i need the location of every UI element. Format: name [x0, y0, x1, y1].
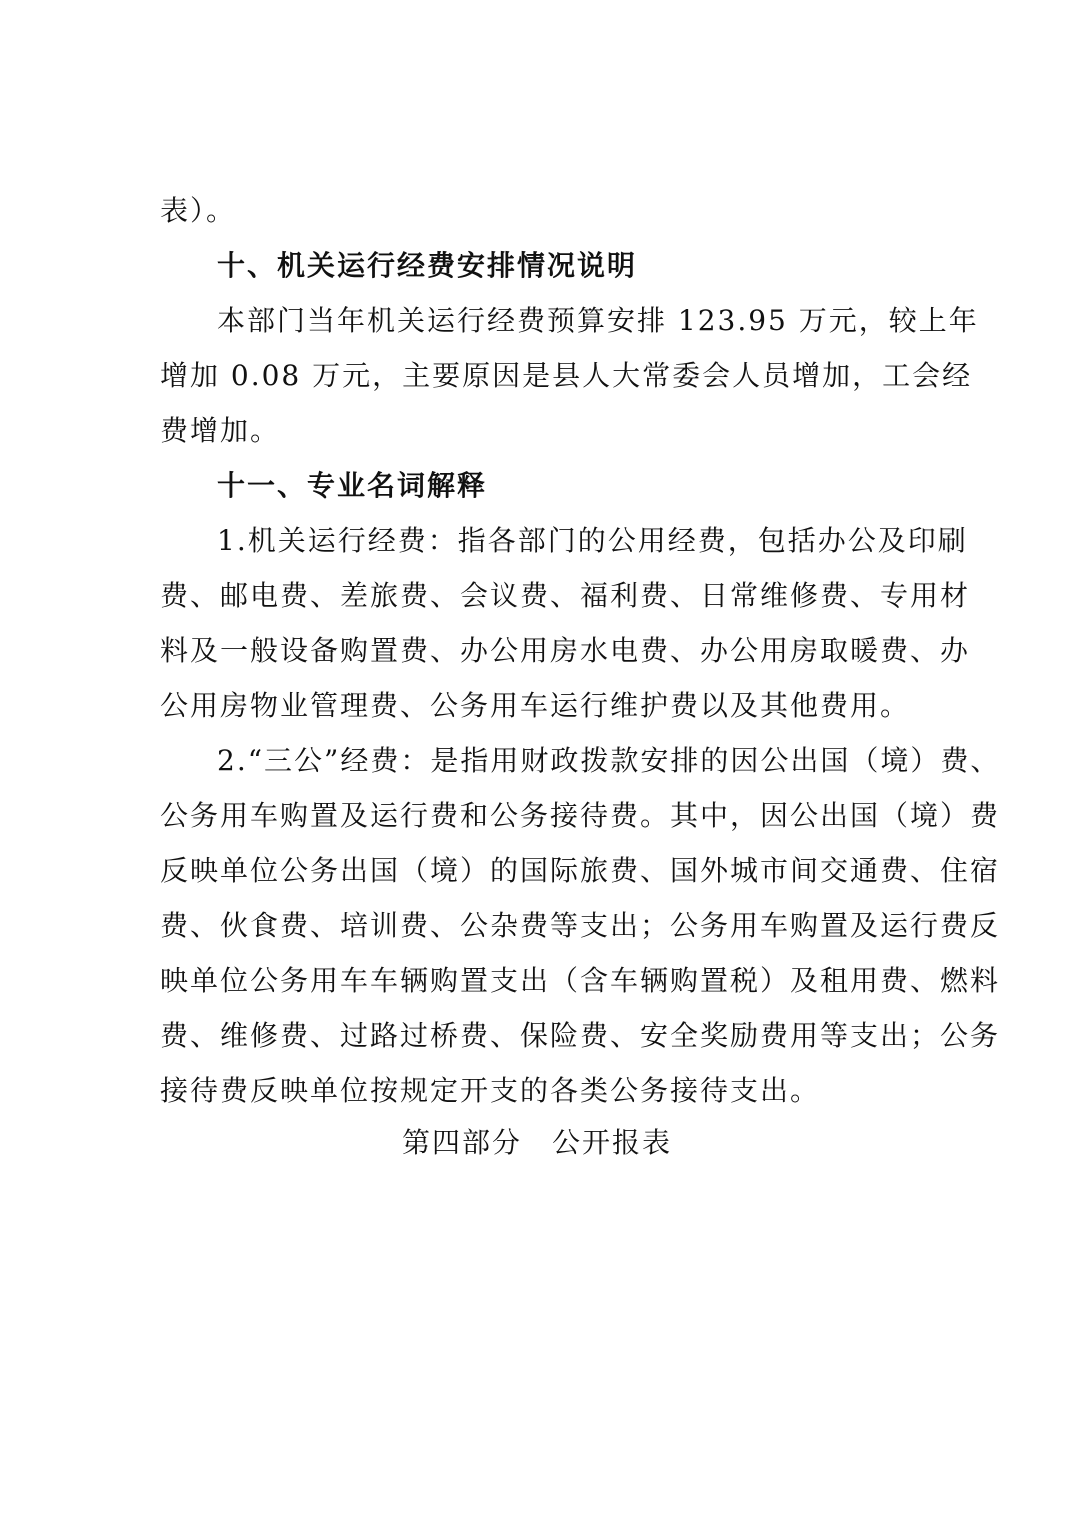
text-line: 2.“三公”经费：是指用财政拨款安排的因公出国（境）费、 [217, 744, 1001, 777]
text-line: 公务用车购置及运行费和公务接待费。其中，因公出国（境）费 [160, 799, 1001, 832]
text-line: 费、维修费、过路过桥费、保险费、安全奖励费用等支出；公务 [160, 1019, 1001, 1052]
text-line: 费增加。 [160, 414, 281, 447]
text-line: 表）。 [160, 194, 237, 227]
text-line: 费、伙食费、培训费、公杂费等支出；公务用车购置及运行费反 [160, 909, 1001, 942]
text-line: 接待费反映单位按规定开支的各类公务接待支出。 [160, 1074, 821, 1107]
document-body [160, 183, 1001, 1118]
section-heading: 十一、专业名词解释 [217, 469, 488, 502]
text-line: 反映单位公务出国（境）的国际旅费、国外城市间交通费、住宿 [160, 854, 1001, 887]
section-heading: 十、机关运行经费安排情况说明 [217, 249, 638, 282]
text-line: 增加 0.08 万元，主要原因是县人大常委会人员增加，工会经 [160, 359, 973, 392]
text-line: 本部门当年机关运行经费预算安排 123.95 万元，较上年 [217, 304, 979, 337]
part-title: 第四部分 公开报表 [401, 1126, 672, 1159]
text-line: 映单位公务用车车辆购置支出（含车辆购置税）及租用费、燃料 [160, 964, 1001, 997]
text-line: 料及一般设备购置费、办公用房水电费、办公用房取暖费、办 [160, 634, 971, 667]
text-line: 费、邮电费、差旅费、会议费、福利费、日常维修费、专用材 [160, 579, 971, 612]
text-line: 1.机关运行经费：指各部门的公用经费，包括办公及印刷 [217, 524, 968, 557]
text-line: 公用房物业管理费、公务用车运行维护费以及其他费用。 [160, 689, 911, 722]
